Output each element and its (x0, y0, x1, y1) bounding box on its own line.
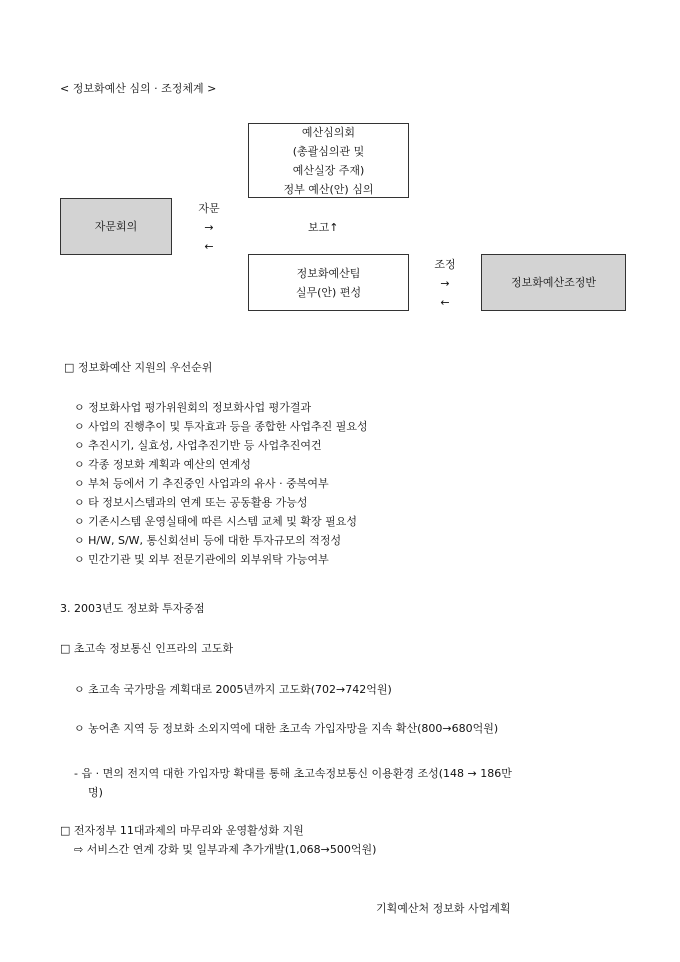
priority-item: ㅇ 정보화사업 평가위원회의 정보화사업 평가결과 (74, 401, 312, 414)
budget-council-line: 예산심의회 (301, 125, 356, 139)
page-footer: 기획예산처 정보화 사업계획 (376, 902, 511, 915)
budget-council-box (248, 123, 409, 198)
priority-heading: □ 정보화예산 지원의 우선순위 (64, 361, 213, 374)
egov-item: ⇨ 서비스간 연계 강화 및 일부과제 추가개발(1,068→500억원) (74, 843, 377, 856)
consult-arrows (192, 199, 226, 256)
priority-item: ㅇ 사업의 진행추이 및 투자효과 등을 종합한 사업추진 필요성 (74, 420, 368, 433)
priority-item: ㅇ 민간기관 및 외부 전문기관에의 외부위탁 가능여부 (74, 553, 329, 566)
adjustment-group-label: 정보화예산조정반 (510, 276, 596, 289)
budget-team-line: 정보화예산팀 (296, 266, 361, 280)
budget-council-line: 예산실장 주재) (292, 163, 365, 177)
priority-item: ㅇ 추진시기, 실효성, 사업추진기반 등 사업추진여건 (74, 439, 322, 452)
budget-council-line: (총괄심의관 및 (292, 144, 365, 158)
section-heading: 3. 2003년도 정보화 투자중점 (60, 602, 205, 615)
budget-team-line: 실무(안) 편성 (295, 285, 362, 299)
priority-item: ㅇ H/W, S/W, 통신회선비 등에 대한 투자규모의 적정성 (74, 534, 342, 547)
infrastructure-subitem: - 읍 · 면의 전지역 대한 가입자망 확대를 통해 초고속정보통신 이용환경 조성(148 → 186만 (74, 767, 512, 780)
infrastructure-heading: □ 초고속 정보통신 인프라의 고도화 (60, 642, 234, 655)
adjustment-group-box (481, 254, 626, 311)
infrastructure-subitem-continued: 명) (88, 786, 103, 799)
arrow-right-icon: → (440, 277, 450, 290)
priority-item: ㅇ 타 정보시스템과의 연계 또는 공동활용 가능성 (74, 496, 308, 509)
adjust-arrows (428, 255, 462, 312)
infrastructure-item: ㅇ 농어촌 지역 등 정보화 소외지역에 대한 초고속 가입자망을 지속 확산(800→680억원) (74, 722, 499, 735)
egov-heading: □ 전자정부 11대과제의 마무리와 운영활성화 지원 (60, 824, 304, 837)
priority-item: ㅇ 부처 등에서 기 추진중인 사업과의 유사 · 중복여부 (74, 477, 329, 490)
priority-item: ㅇ 기존시스템 운영실태에 따른 시스템 교체 및 확장 필요성 (74, 515, 357, 528)
advisory-council-box (60, 198, 172, 255)
adjust-label: 조정 (434, 258, 456, 271)
advisory-council-label: 자문회의 (94, 220, 138, 233)
arrow-right-icon: → (204, 221, 214, 234)
consult-label: 자문 (198, 202, 220, 215)
arrow-left-icon: ← (204, 240, 214, 253)
infrastructure-item: ㅇ 초고속 국가망을 계획대로 2005년까지 고도화(702→742억원) (74, 683, 392, 696)
report-label: 보고↑ (308, 221, 339, 234)
arrow-left-icon: ← (440, 296, 450, 309)
priority-list (74, 398, 368, 569)
diagram-title: < 정보화예산 심의 · 조정체계 > (60, 82, 217, 95)
budget-council-line: 정부 예산(안) 심의 (283, 182, 374, 196)
budget-team-box (248, 254, 409, 311)
priority-item: ㅇ 각종 정보화 계획과 예산의 연계성 (74, 458, 251, 471)
